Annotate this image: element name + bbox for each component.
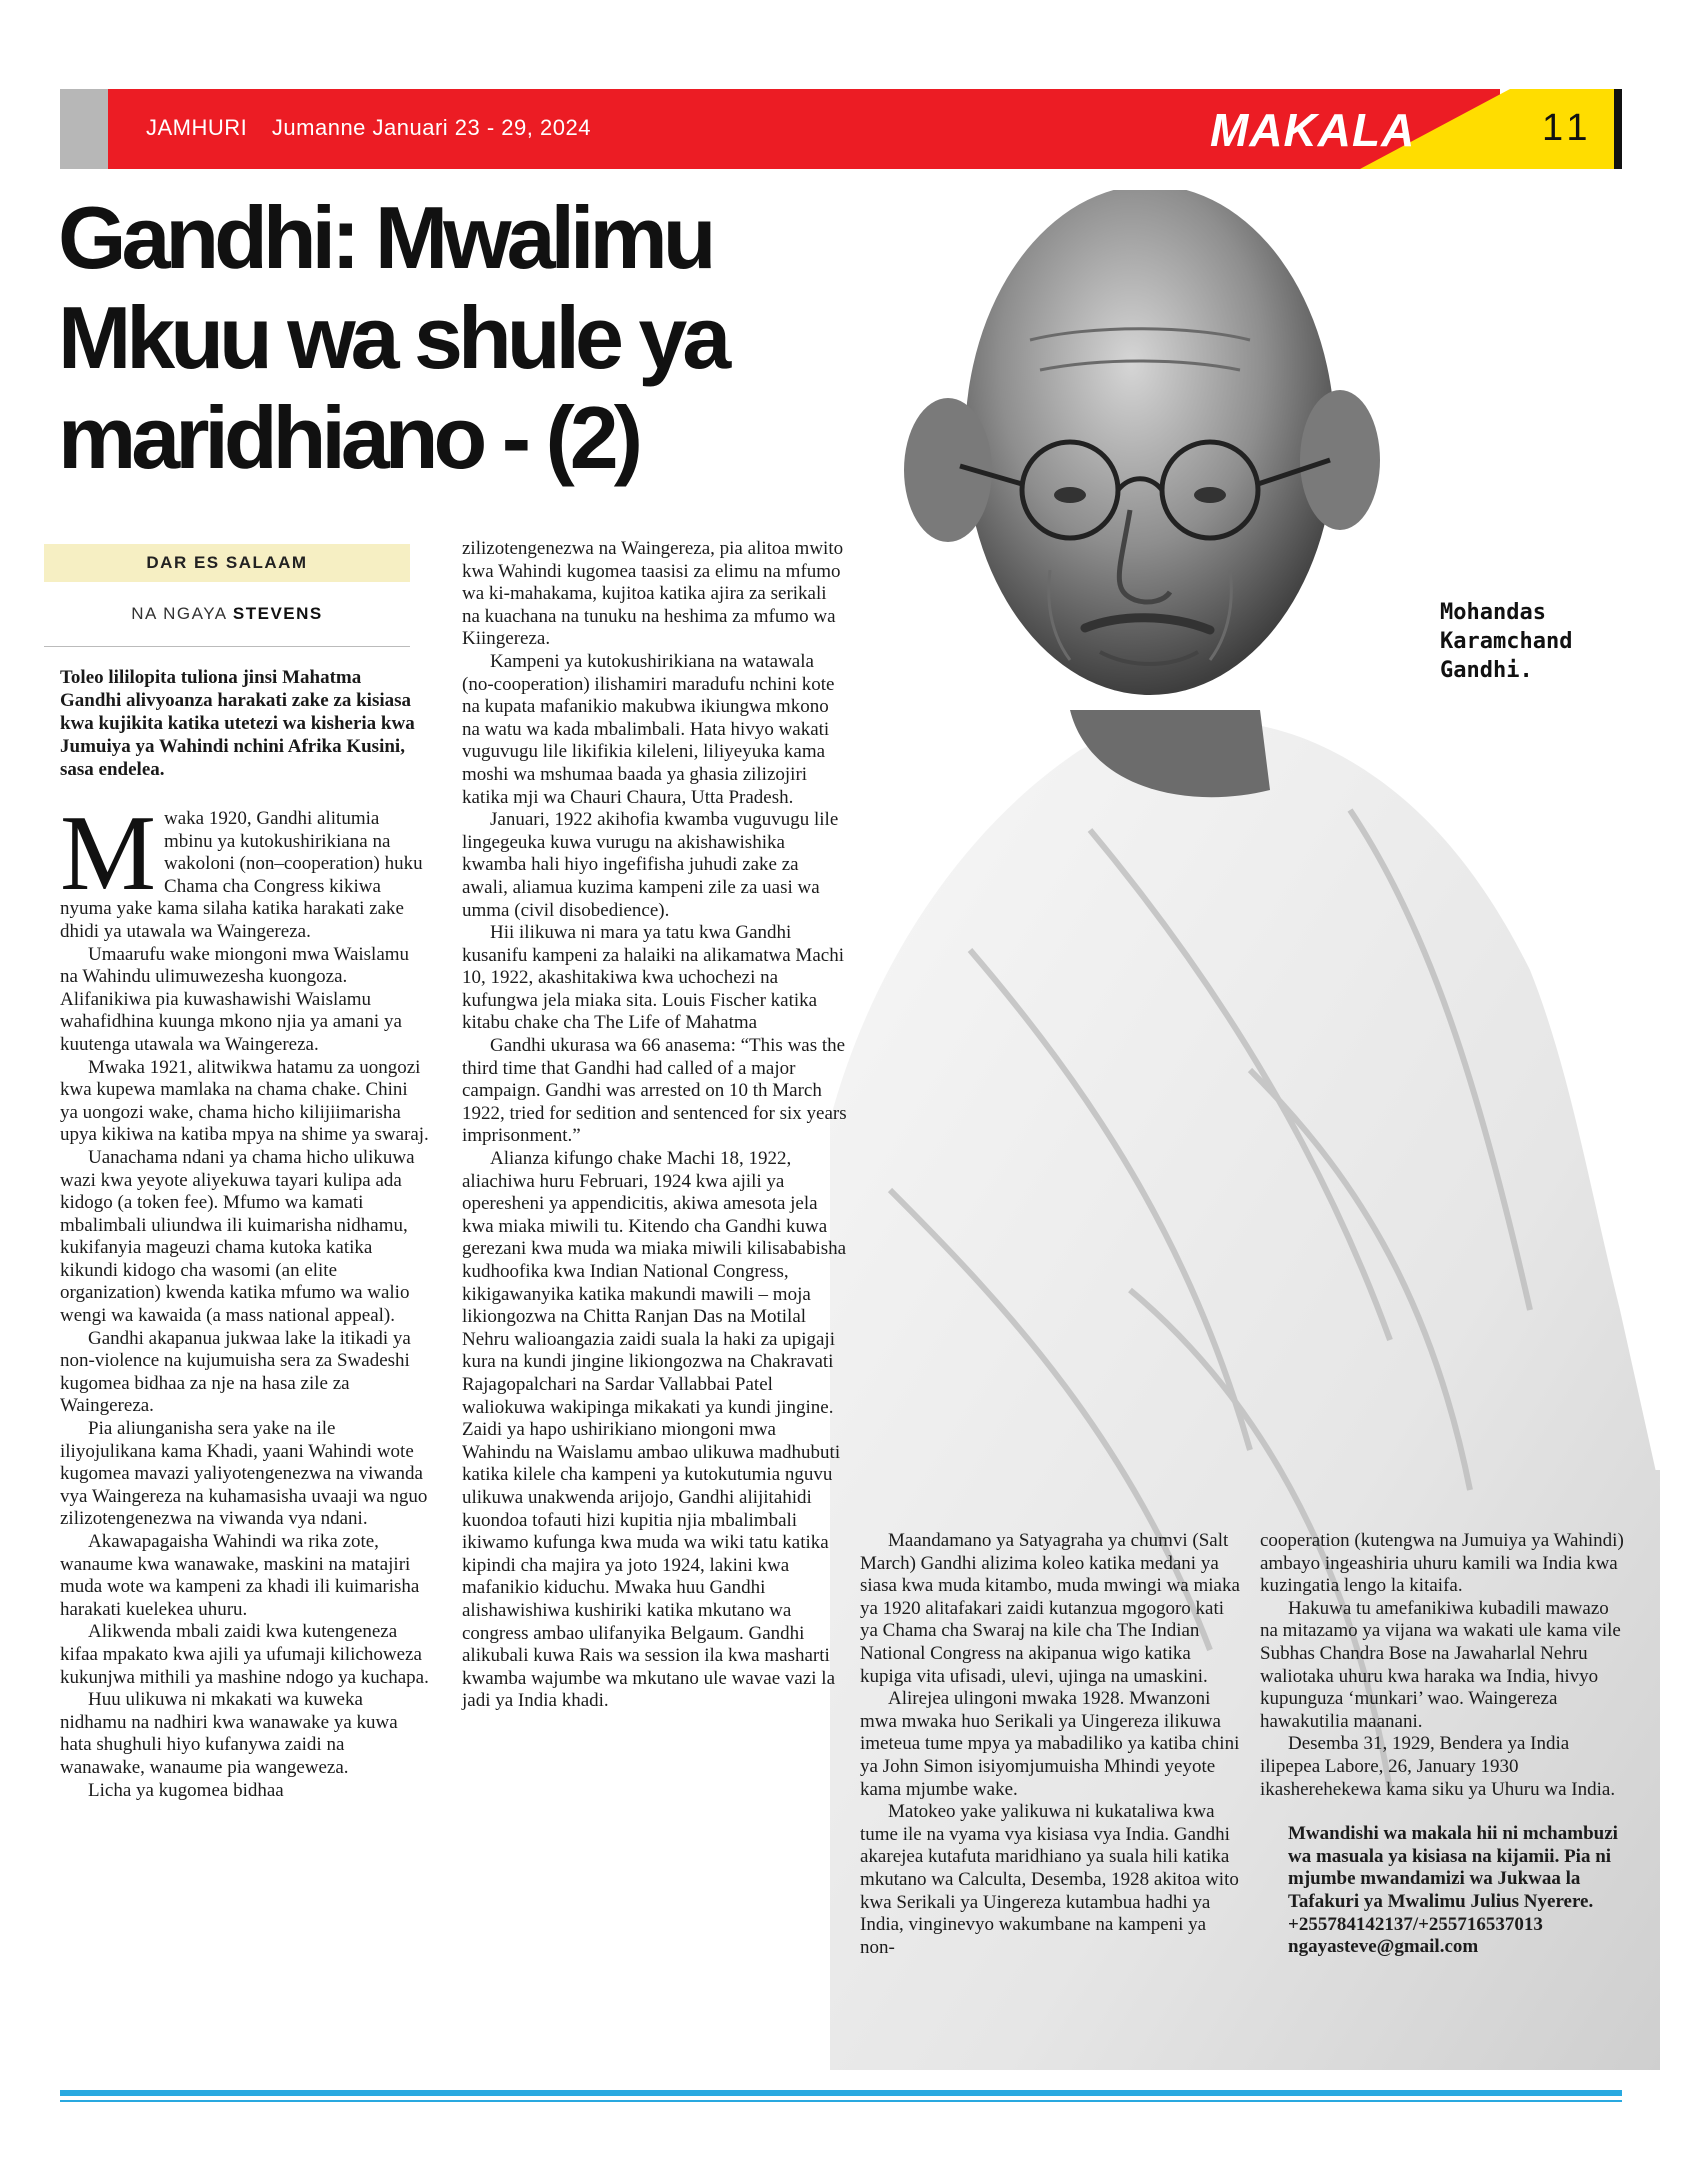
footer-rule-thin [60,2100,1622,2102]
byline-name: STEVENS [232,604,323,623]
article-column-4 [1260,1530,1630,1959]
article-headline [58,188,878,488]
body-paragraph: Alikwenda mbali zaidi kwa kutengeneza kifaa mpakato kwa ajili ya ufumaji kilichoweza kukunjwa mithili ya mashine ndogo ya kuchapa. [60,1621,429,1688]
headline-line: maridhiano - (2) [58,388,639,487]
article-intro: Toleo lililopita tuliona jinsi Mahatma Gandhi alivyoanza harakati zake za kisiasa kwa kujikita katika utetezi wa kisheria kwa Jumuiya ya Wahindi nchini Afrika Kusini, sasa endelea. [60,667,415,780]
body-paragraph: Desemba 31, 1929, Bendera ya India ilipepea Labore, 26, January 1930 ikasherehekewa kama siku ya Uhuru wa India. [1260,1733,1616,1800]
body-paragraph: Umaarufu wake miongoni mwa Waislamu na Wahindu ulimuwezesha kuongoza. Alifanikiwa pia kuwashawishi Waislamu wahafidhina kuunga mkono njia ya amani ya kuutenga utawala wa Waingereza. [60,943,410,1055]
author-email: ngayasteve@gmail.com [1288,1936,1479,1958]
body-paragraph: Kampeni ya kutokushirikiana na watawala (no-cooperation) ilishamiri maradufu nchini kote na kupata mafanikio makubwa ikiungwa mkono na watu wa kada mbalimbali. Hata hivyo wakati vuguvugu lile likifikia kileleni, liliyeyuka kama moshi wa mshumaa baada ya ghasia zilizojiri katika mji wa Chauri Chaura, Utta Pradesh. [462,650,835,808]
body-paragraph: cooperation (kutengwa na Jumuiya ya Wahindi) ambayo ingeashiria uhuru kamili wa India kwa kuzingatia lengo la kitaifa. [1260,1530,1624,1597]
author-bio-text: Mwandishi wa makala hii ni mchambuzi wa masuala ya kisiasa na kijamii. Pia ni mjumbe mwandamizi wa Jukwaa la Tafakuri ya Mwalimu Julius Nyerere. [1288,1823,1618,1912]
author-phones: +255784142137/+255716537013 [1288,1913,1543,1935]
body-paragraph: Alianza kifungo chake Machi 18, 1922, aliachiwa huru Februari, 1924 kwa ajili ya operesheni ya appendicitis, akiwa amesota jela kwa miaka miwili tu. Kitendo cha Gandhi kuwa gerezani kwa muda wa miaka miwili kilisababisha kudhoofika kwa Indian National Congress, kikigawanyika katika makundi mawili – moja likiongozwa na Chitta Ranjan Das na Motilal Nehru walioangazia zaidi suala la haki za upigaji kura na kundi jingine likiongozwa na Chakravati Rajagopalchari na Sardar Vallabbai Patel waliokuwa wakipinga mikakati ya kundi jingine. Zaidi ya hapo ushirikiano miongoni mwa Wahindu na Waislamu ambao ulikuwa madhubuti katika kilele cha kampeni ya kutokutumia nguvu ulikuwa unakwenda arijojo, Gandhi alijitahidi kuondoa tofauti hizi kupitia njia mbalimbali ikiwamo kufunga kwa muda wa wiki tatu katika kipindi cha majira ya joto 1924, lakini kwa mafanikio kiduchu. Mwaka huu Gandhi alishawishiwa kushiriki katika mkutano wa congress ambao ulifanyika Belgaum. Gandhi alikubali kuwa Rais wa session ila kwa masharti kwamba wajumbe wa mkutano ule wavae vazi la jadi ya India khadi. [462,1148,847,1712]
body-paragraph: Huu ulikuwa ni mkakati wa kuweka nidhamu na nadhiri kwa wanawake ya kuwa hata shughuli hiyo kufanywa zaidi na wanawake, wanaume pia wangeweza. [60,1689,398,1778]
first-paragraph [60,794,430,944]
drop-cap: M [60,794,157,913]
header-text [146,115,609,141]
article-column-3 [860,1530,1240,1959]
body-paragraph: Pia aliunganisha sera yake na ile iliyojulikana kama Khadi, yaani Wahindi wote kugomea mavazi yaliyotengenezwa na viwanda vya Waingereza na kuhamasisha uvaaji wa nguo zilizotengenezwa na viwanda vya ndani. [60,1418,428,1530]
dateline: DAR ES SALAAM [44,544,410,582]
headline-line: Gandhi: Mwalimu [58,188,712,287]
page-number: 11 [1542,107,1594,149]
body-paragraph: Gandhi akapanua jukwaa lake la itikadi ya non-violence na kujumuisha sera za Swadeshi kugomea bidhaa za nje na hasa zile za Waingereza. [60,1327,411,1417]
body-paragraph: Akawapagaisha Wahindi wa rika zote, wanaume kwa wanawake, maskini na matajiri muda wote wa kampeni za khadi ili kuimarisha harakati kuelekea uhuru. [60,1531,420,1620]
byline-divider [44,646,410,647]
body-paragraph: Hakuwa tu amefanikiwa kubadili mawazo na mitazamo ya vijana wa wakati ule kama vile Subhas Chandra Bose na Jawaharlal Nehru waliotaka uhuru kwa haraka wa India, hivyo kupunguza ‘munkari’ wao. Waingereza hawakutilia maanani. [1260,1597,1621,1732]
body-paragraph: Hii ilikuwa ni mara ya tatu kwa Gandhi kusanifu kampeni za halaiki na alikamatwa Machi 10, 1922, akashitakiwa kwa uchochezi na kufungwa jela miaka sita. Louis Fischer katika kitabu chake cha The Life of Mahatma [462,922,844,1034]
body-paragraph: zilizotengenezwa na Waingereza, pia alitoa mwito kwa Wahindi kugomea taasisi za elimu na mfumo wa ki-mahakama, kujitoa katika ajira za serikali na kuachana na tunuku na heshima za mfumo wa Kiingereza. [462,538,844,650]
body-paragraph: Januari, 1922 akihofia kwamba vuguvugu lile lingegeuka kuwa vurugu na akishawishika kwamba hali hiyo ingefifisha juhudi zake za awali, aliamua kuzima kampeni zile za uasi wa umma (civil disobedience). [462,809,839,921]
photo-caption [1440,598,1640,685]
body-paragraph: Mwaka 1921, alitwikwa hatamu za uongozi kwa kupewa mamlaka na chama chake. Chini ya uongozi wake, chama hicho kilijiimarisha upya kikiwa na katiba mpya na shime ya swaraj. [60,1056,429,1146]
page-header [60,89,1622,169]
publication-name: JAMHURI [146,115,248,140]
header-end-bar [1614,89,1622,169]
issue-date: Jumanne Januari 23 - 29, 2024 [271,115,591,140]
byline [44,604,410,624]
body-paragraph: Matokeo yake yalikuwa ni kukataliwa kwa tume ile na vyama vya kisiasa vya India. Gandhi akarejea kutafuta maridhiano ya suala hili katika mkutano wa Calculta, Desemba, 1928 akitoa wito kwa Serikali ya Uingereza kutambua hadhi ya India, vinginevyo wakumbane na kampeni ya non- [860,1801,1239,1958]
header-grey-block [60,89,108,169]
caption-line: Mohandas [1440,600,1546,625]
body-paragraph: Alirejea ulingoni mwaka 1928. Mwanzoni mwa mwaka huo Serikali ya Uingereza ilikuwa imeteua tume mpya ya mabadiliko ya katiba chini ya John Simon isiyomjumuisha Mhindi yeyote kama mjumbe wake. [860,1688,1240,1800]
caption-line: Karamchand [1440,629,1573,654]
body-paragraph: Gandhi ukurasa wa 66 anasema: “This was the third time that Gandhi had called of a major campaign. Gandhi was arrested on 10 th March 1922, tried for sedition and sentenced for six years imprisonment.” [462,1035,847,1147]
body-paragraph: Licha ya kugomea bidhaa [88,1779,284,1801]
article-column-2 [462,538,847,1713]
author-bio [1260,1823,1630,1959]
byline-prefix: NA NGAYA [131,604,233,623]
footer-rule [60,2090,1622,2096]
body-paragraph: Uanachama ndani ya chama hicho ulikuwa wazi kwa yeyote aliyekuwa tayari kulipa ada kidogo (a token fee). Mfumo wa kamati mbalimbali uliundwa ili kuimarisha nidhamu, kukifanyia mageuzi chama kutoka katika kikundi kidogo cha wasomi (an elite organization) kwenda katika mfumo wa walio wengi wa kawaida (a mass national appeal). [60,1146,415,1327]
headline-line: Mkuu wa shule ya [58,288,727,387]
body-paragraph: Maandamano ya Satyagraha ya chumvi (Salt March) Gandhi alizima koleo katika medani ya siasa kwa muda kitambo, muda mwingi wa miaka ya 1920 alitafakari zaidi kutanzua mgogoro kati ya Chama cha Swaraj na kile cha The Indian National Congress na akipanua wigo katika kupiga vita ufisadi, ulevi, ujinga na umaskini. [860,1530,1240,1687]
article-column-1 [60,794,430,1802]
caption-line: Gandhi. [1440,658,1533,683]
first-paragraph-text: waka 1920, Gandhi alitumia mbinu ya kutokushirikiana na wakoloni (non–cooperation) huku Chama cha Congress kikiwa nyuma yake kama silaha katika harakati zake dhidi ya utawala wa Waingereza. [60,808,423,942]
section-label: MAKALA [1210,104,1416,156]
